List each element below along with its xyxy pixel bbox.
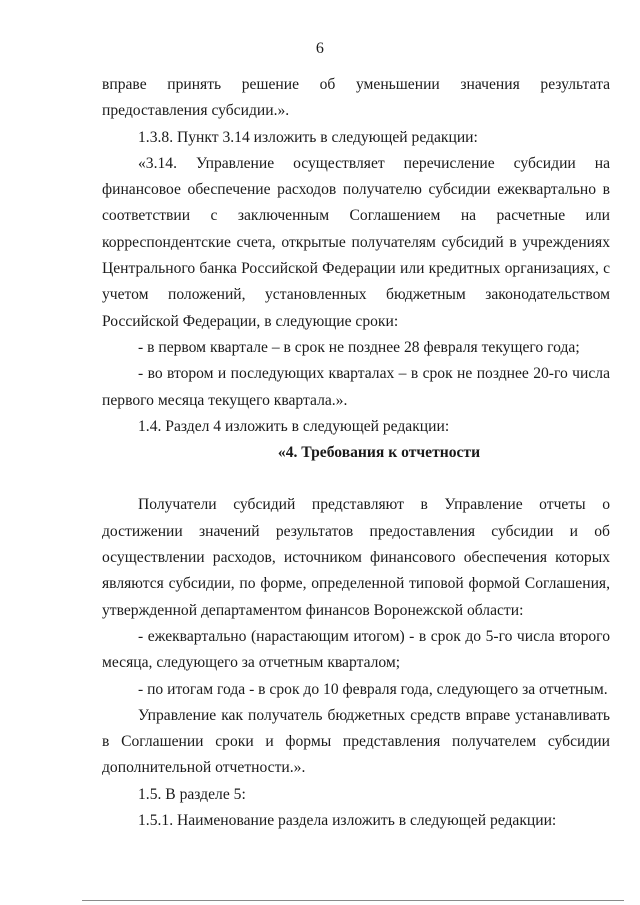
paragraph-yearly: - по итогам года - в срок до 10 февраля года, следующего за отчетным. (138, 680, 608, 698)
paragraph-quarterly: - ежеквартально (нарастающим итогом) - в срок до 5-го числа второго месяца, следующего за отчетным кварталом; (102, 627, 610, 672)
paragraph-item-1-4: 1.4. Раздел 4 изложить в следующей редакции: (138, 417, 450, 435)
paragraph-first-quarter: - в первом квартале – в срок не позднее 28 февраля текущего года; (138, 338, 580, 356)
paragraph-item-1-5: 1.5. В разделе 5: (138, 785, 246, 803)
scan-bottom-edge (82, 900, 624, 901)
page-number: 6 (315, 40, 325, 57)
document-body (102, 72, 610, 834)
paragraph-continuation: вправе принять решение об уменьшении значения результата предоставления субсидии.». (102, 76, 610, 120)
section-heading: «4. Требования к отчетности (277, 444, 481, 462)
paragraph-3-14: «3.14. Управление осуществляет перечисление субсидии на финансовое обеспечение расходов получателю субсидии ежеквартально в соответствии с заключенным Соглашением на расчетные или корреспондентские счета, открытые получателям субсидий в учреждениях Центрального банка Российской Федерации или кредитных организациях, с учетом положений, установленных бюджетным законодательством Российской Федерации, в следующие сроки: (102, 154, 610, 330)
paragraph-second-quarter: - во втором и последующих кварталах – в срок не позднее 20-го числа первого месяца текущего квартала.». (102, 365, 610, 409)
blank-line (102, 466, 610, 492)
paragraph-additional-reporting: Управление как получатель бюджетных средств вправе устанавливать в Соглашении сроки и формы представления получателем субсидии дополнительной отчетности.». (102, 706, 610, 777)
paragraph-item-1-5-1: 1.5.1. Наименование раздела изложить в следующей редакции: (138, 812, 557, 830)
paragraph-item-1-3-8: 1.3.8. Пункт 3.14 изложить в следующей редакции: (138, 128, 478, 146)
paragraph-reports: Получатели субсидий представляют в Управление отчеты о достижении значений результатов предоставления субсидии и об осуществлении расходов, источником финансового обеспечения которых являются субсидии, по форме, определенной типовой формой Соглашения, утвержденной департаментом финансов Воронежской области: (102, 496, 610, 619)
